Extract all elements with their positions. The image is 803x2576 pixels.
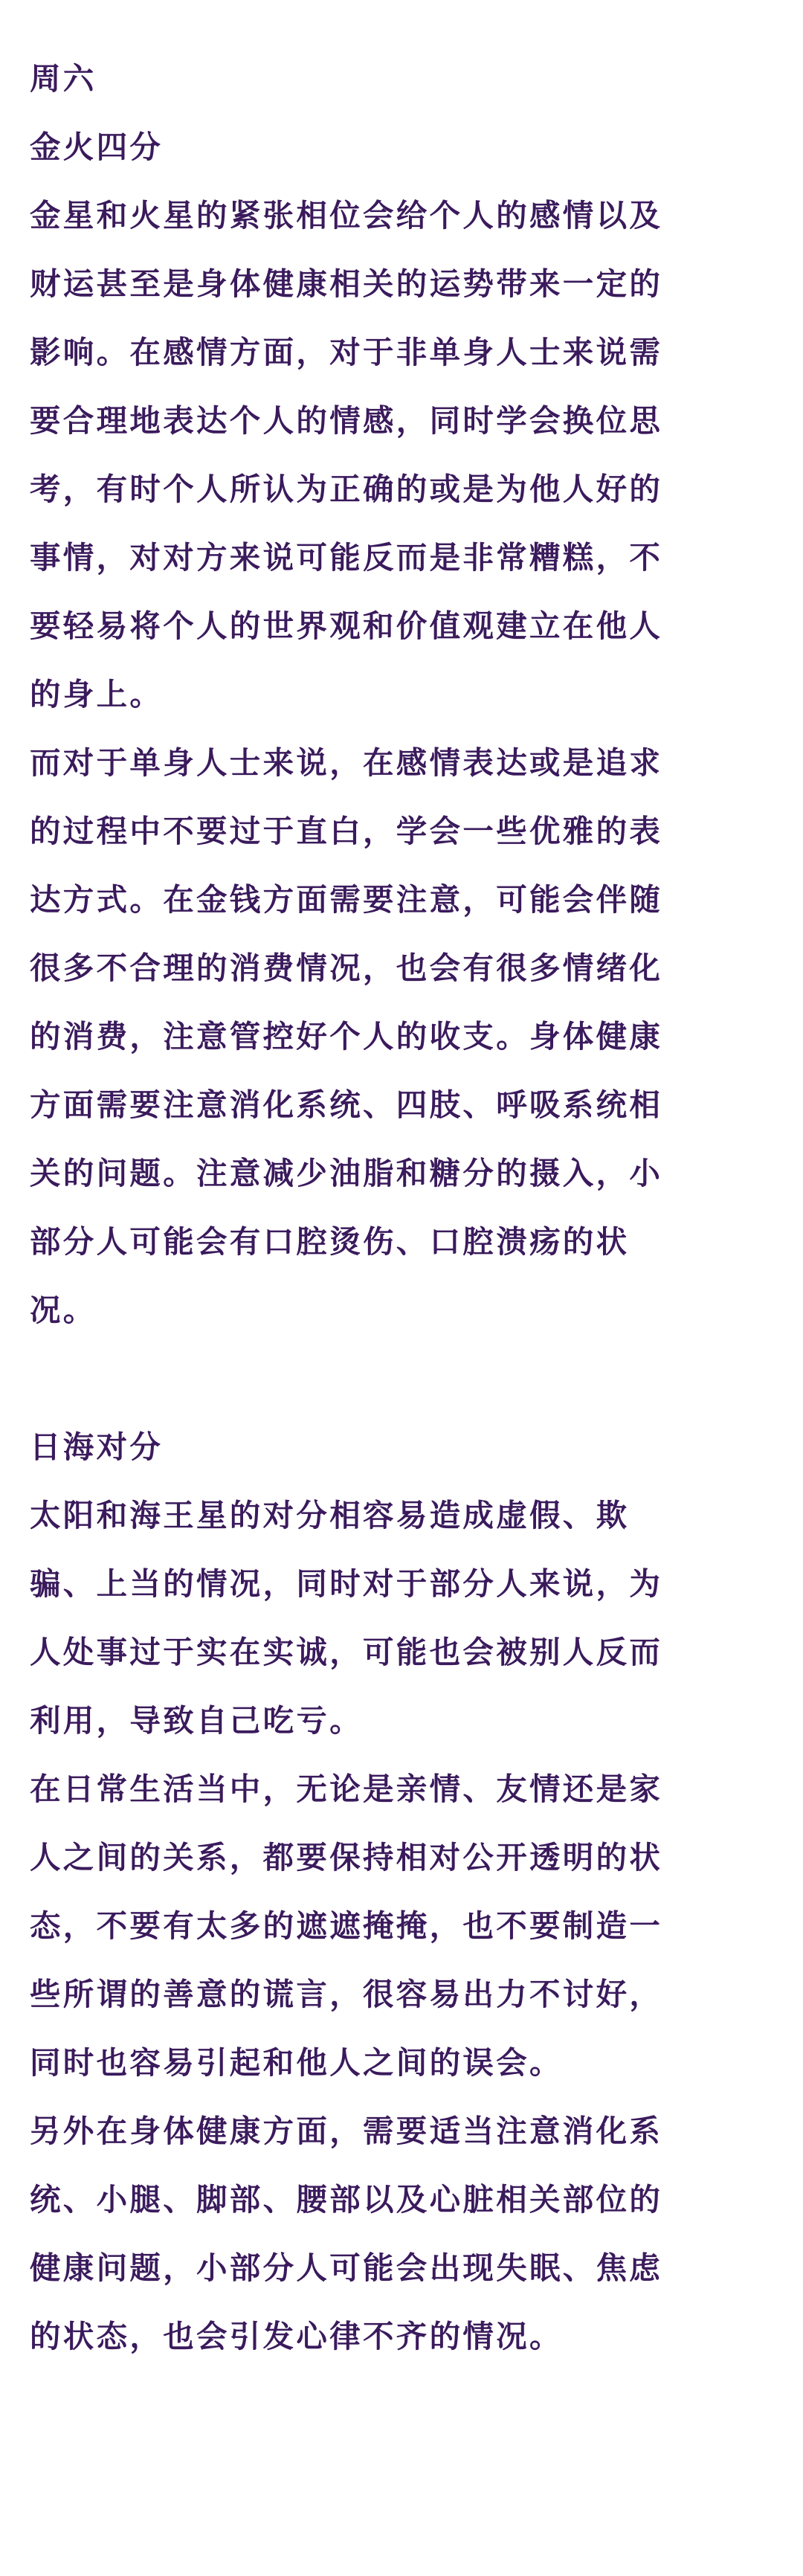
- paragraph-line: 况。: [30, 1292, 97, 1328]
- paragraph-line: 人处事过于实在实诚，可能也会被别人反而: [30, 1634, 663, 1670]
- paragraph-line: 骗、上当的情况，同时对于部分人来说，为: [30, 1565, 663, 1602]
- section-jinhuo: [30, 113, 773, 1345]
- section-spacer: [30, 1345, 773, 1413]
- article-body: [30, 45, 773, 2371]
- paragraph-line: 部分人可能会有口腔烫伤、口腔溃疡的状: [30, 1223, 630, 1260]
- paragraph-line: 的状态，也会引发心律不齐的情况。: [30, 2318, 563, 2354]
- paragraph-line: 考，有时个人所认为正确的或是为他人好的: [30, 471, 663, 507]
- paragraph-line: 很多不合理的消费情况，也会有很多情绪化: [30, 950, 663, 986]
- paragraph-line: 金星和火星的紧张相位会给个人的感情以及: [30, 197, 663, 234]
- paragraph-line: 的消费，注意管控好个人的收支。身体健康: [30, 1018, 663, 1054]
- paragraph-line: 健康问题，小部分人可能会出现失眠、焦虑: [30, 2250, 663, 2286]
- paragraph-line: 另外在身体健康方面，需要适当注意消化系: [30, 2113, 663, 2149]
- paragraph-line: 些所谓的善意的谎言，很容易出力不讨好，: [30, 1976, 663, 2012]
- paragraph-line: 财运甚至是身体健康相关的运势带来一定的: [30, 265, 663, 302]
- day-heading: 周六: [30, 60, 97, 97]
- paragraph-line: 的身上。: [30, 676, 164, 712]
- paragraph-line: 方面需要注意消化系统、四肢、呼吸系统相: [30, 1086, 663, 1123]
- paragraph-line: 在日常生活当中，无论是亲情、友情还是家: [30, 1771, 663, 1807]
- section-title: 日海对分: [30, 1429, 164, 1465]
- paragraph-line: 的过程中不要过于直白，学会一些优雅的表: [30, 813, 663, 849]
- paragraph-line: 而对于单身人士来说，在感情表达或是追求: [30, 744, 663, 781]
- paragraph-line: 达方式。在金钱方面需要注意，可能会伴随: [30, 881, 663, 918]
- paragraph-line: 利用，导致自己吃亏。: [30, 1702, 364, 1739]
- paragraph-line: 要轻易将个人的世界观和价值观建立在他人: [30, 608, 663, 644]
- paragraph-line: 影响。在感情方面，对于非单身人士来说需: [30, 334, 663, 370]
- section-title: 金火四分: [30, 129, 164, 165]
- paragraph-line: 事情，对对方来说可能反而是非常糟糕，不: [30, 539, 663, 576]
- section-rihai: [30, 1413, 773, 2371]
- paragraph-line: 同时也容易引起和他人之间的误会。: [30, 2044, 563, 2081]
- paragraph-line: 人之间的关系，都要保持相对公开透明的状: [30, 1839, 663, 1875]
- paragraph-line: 关的问题。注意减少油脂和糖分的摄入，小: [30, 1155, 663, 1191]
- paragraph-line: 要合理地表达个人的情感，同时学会换位思: [30, 402, 663, 439]
- paragraph-line: 太阳和海王星的对分相容易造成虚假、欺: [30, 1497, 630, 1533]
- paragraph-line: 态，不要有太多的遮遮掩掩，也不要制造一: [30, 1907, 663, 1944]
- paragraph-line: 统、小腿、脚部、腰部以及心脏相关部位的: [30, 2181, 663, 2218]
